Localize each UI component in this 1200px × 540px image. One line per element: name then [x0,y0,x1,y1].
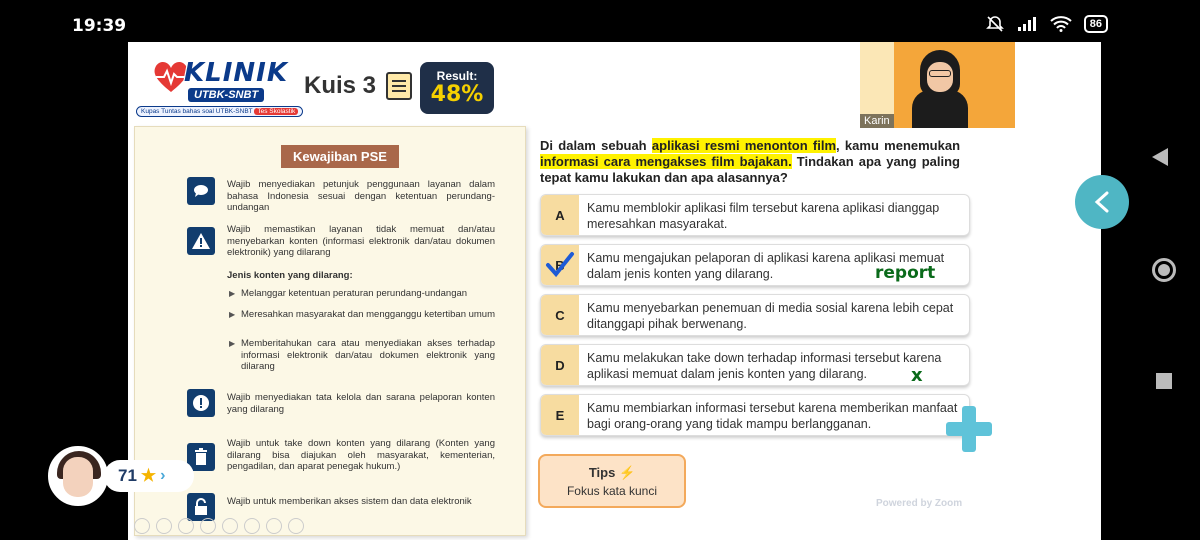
option-letter: C [541,295,579,335]
pse-item-1: Wajib menyediakan petunjuk penggunaan layanan dalam bahasa Indonesia sesuai dengan ketentuan perundang-undangan [227,179,495,213]
option-c[interactable] [540,294,970,336]
result-value: 48% [430,82,484,107]
option-text: Kamu membiarkan informasi tersebut karena memberikan manfaat bagi orang-orang yang tidak mampu berlangganan. [587,401,958,431]
status-bar [0,0,1200,42]
mute-icon [986,15,1004,33]
slide-nav-controls[interactable] [134,518,304,534]
status-time: 19:39 [72,16,127,36]
nav-control[interactable] [156,518,172,534]
warning-icon [187,227,215,255]
powered-by-zoom: Powered by Zoom [876,498,963,509]
option-letter: A [541,195,579,235]
participant-figure [912,50,968,128]
question-highlight: informasi cara mengakses film bajakan. [540,154,792,169]
battery-indicator: 86 [1084,15,1108,33]
tips-box [538,454,686,508]
nav-control[interactable] [288,518,304,534]
avatar[interactable] [48,446,108,506]
question-text [540,138,960,186]
viewer-count-pill[interactable] [104,460,194,492]
home-nav-button[interactable] [1152,258,1176,282]
plus-decoration [928,404,998,474]
chat-icon [187,177,215,205]
question-part: Di dalam sebuah [540,138,652,153]
nav-control[interactable] [266,518,282,534]
back-nav-button[interactable] [1152,148,1168,166]
logo-tagline-text: Kupas Tuntas bahas soal UTBK-SNBT [141,108,253,115]
viewer-badge[interactable] [48,446,196,506]
logo-sub: UTBK-SNBT [188,88,264,102]
collapse-panel-button[interactable] [1075,175,1129,229]
notepad-icon [386,72,412,100]
option-a[interactable] [540,194,970,236]
lightning-icon: ⚡ [618,465,636,480]
option-e[interactable] [540,394,970,436]
quiz-title-text: Kuis 3 [304,72,377,99]
question-highlight: aplikasi resmi menonton film [651,138,837,153]
tips-text: Fokus kata kunci [566,484,658,498]
question-part: Tindakan apa yang paling tepat kamu lakukan dan apa alasannya? [540,154,960,185]
tips-title-text: Tips [588,465,616,480]
chevron-right-icon: › [160,467,166,484]
nav-control[interactable] [134,518,150,534]
status-icons [986,15,1108,33]
quiz-title [304,72,412,100]
option-text: Kamu melakukan take down terhadap informasi tersebut karena aplikasi memuat dalam jenis konten yang dilarang. [587,351,942,381]
checkmark-icon [545,251,575,279]
alert-icon [187,389,215,417]
logo-tagline [136,106,303,117]
star-icon: ★ [140,466,157,485]
option-letter: E [541,395,579,435]
handwritten-report: report [875,263,936,283]
wifi-icon [1050,16,1072,32]
recents-nav-button[interactable] [1156,373,1172,389]
prohibited-bullet: ▶ Meresahkan masyarakat dan mengganggu ketertiban umum [229,309,495,321]
option-text: Kamu memblokir aplikasi film tersebut karena aplikasi dianggap meresahkan masyarakat. [587,201,940,231]
option-letter: B [541,245,579,285]
signal-icon [1016,16,1038,32]
option-b[interactable] [540,244,970,286]
option-letter: D [541,345,579,385]
prohibited-content-heading: Jenis konten yang dilarang: [227,270,353,281]
nav-control[interactable] [178,518,194,534]
klinik-logo [136,54,296,116]
chevron-left-icon [1094,191,1110,213]
handwritten-x: x [911,365,923,386]
presentation-slide [128,42,1101,540]
viewer-count: 71 [118,466,137,485]
option-text: Kamu mengajukan pelaporan di aplikasi karena aplikasi memuat dalam jenis konten yang dilarang. [587,251,945,281]
result-label: Result: [436,69,478,83]
option-text: Kamu menyebarkan penemuan di media sosial karena lebih cepat ditanggapi pihak berwenang. [587,301,954,331]
prohibited-bullet: ▶ Memberitahukan cara atau menyediakan akses terhadap informasi elektronik dan/atau dokumen elektronik yang dilarang [229,338,495,373]
option-d[interactable] [540,344,970,386]
tips-title [540,465,684,481]
pse-item-3: Wajib menyediakan tata kelola dan sarana pelaporan konten yang dilarang [227,392,495,415]
pse-item-2: Wajib memastikan layanan tidak memuat dan/atau menyebarkan konten (informasi elektronik dan/atau dokumen elektronik) yang dilarang [227,224,495,258]
panel-title: Kewajiban PSE [281,145,399,168]
pse-item-5: Wajib untuk memberikan akses sistem dan data elektronik [227,496,472,507]
prohibited-bullet: ▶ Melanggar ketentuan peraturan perundang-undangan [229,288,495,300]
participant-name: Karin [860,114,894,128]
result-box [420,62,494,114]
question-part: , kamu menemukan [836,138,961,153]
nav-control[interactable] [200,518,216,534]
participant-video[interactable] [860,42,1015,128]
logo-main: KLINIK [184,58,288,88]
nav-control[interactable] [222,518,238,534]
nav-control[interactable] [244,518,260,534]
pse-item-4: Wajib untuk take down konten yang dilarang (Konten yang dilarang bisa diajukan oleh masyarakat, kementerian, pengadilan, dan aparat penegak hukum.) [227,438,495,472]
logo-badge: Tes Skolastik [254,108,298,115]
